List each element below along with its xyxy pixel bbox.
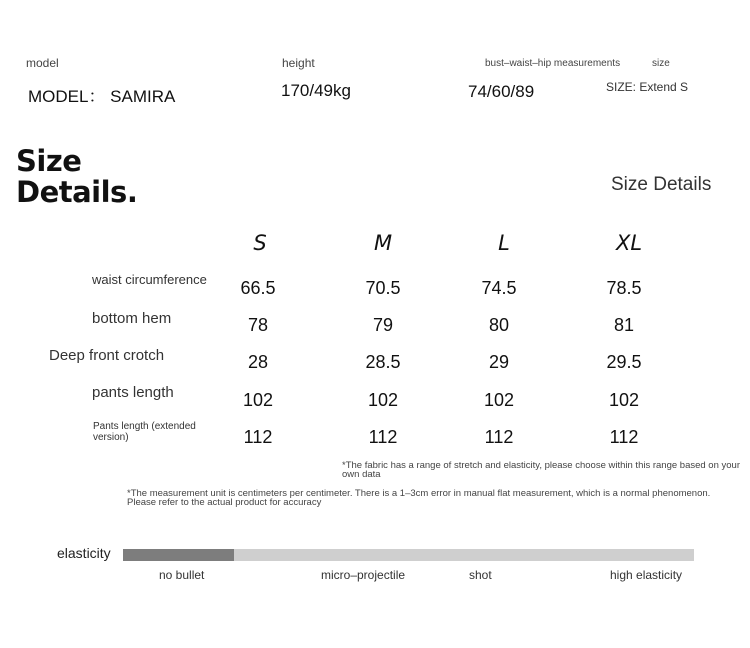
height-label: height: [282, 56, 315, 70]
table-cell: 29.5: [606, 352, 642, 372]
measurements-label: bust–waist–hip measurements: [485, 58, 621, 69]
table-cell: 112: [368, 427, 398, 447]
column-header-m: M: [373, 231, 393, 255]
elasticity-bar-track: [123, 549, 694, 561]
model-name-value: MODEL： SAMIRA: [28, 87, 176, 106]
row-label-front-crotch: Deep front crotch: [49, 347, 165, 364]
elasticity-scale-high: high elasticity: [610, 568, 683, 582]
table-cell: 102: [608, 390, 640, 410]
table-cell: 102: [242, 390, 274, 410]
measurements-value: 74/60/89: [468, 82, 535, 101]
elasticity-label: elasticity: [57, 545, 111, 561]
row-label-pants-length-extended: Pants length (extended version): [93, 421, 196, 443]
table-cell: 28: [247, 352, 269, 372]
elasticity-scale-shot: shot: [469, 568, 492, 582]
column-header-s: S: [253, 231, 267, 255]
size-label: size: [652, 58, 670, 69]
row-label-waist: waist circumference: [92, 272, 207, 287]
table-cell: 112: [484, 427, 514, 447]
table-cell: 112: [609, 427, 639, 447]
table-cell: 78: [247, 315, 269, 335]
table-cell: 74.5: [481, 278, 517, 298]
column-header-xl: XL: [615, 231, 643, 255]
column-header-l: L: [498, 231, 510, 255]
row-label-bottom-hem: bottom hem: [92, 310, 172, 327]
elasticity-bar-fill: [123, 549, 234, 561]
model-label: model: [26, 56, 59, 70]
elasticity-scale-no-bullet: no bullet: [159, 568, 205, 582]
fabric-note: *The fabric has a range of stretch and elasticity, please choose within this range based on your own data: [342, 460, 740, 480]
row-label-pants-length: pants length: [92, 384, 174, 401]
table-cell: 79: [372, 315, 394, 335]
size-details-heading: Size Details: [611, 174, 712, 195]
measurement-note: *The measurement unit is centimeters per centimeter. There is a 1–3cm error in manual flat measurement, which is a normal phenomenon. Please refer to the actual product for accuracy: [127, 488, 711, 508]
table-cell: 28.5: [365, 352, 401, 372]
table-cell: 29: [488, 352, 510, 372]
table-cell: 66.5: [240, 278, 276, 298]
page-title-line2: Details.: [16, 175, 138, 209]
table-cell: 102: [367, 390, 399, 410]
table-cell: 112: [243, 427, 273, 447]
table-cell: 70.5: [365, 278, 401, 298]
page-title-line1: Size: [16, 144, 82, 178]
table-cell: 78.5: [606, 278, 642, 298]
size-value: SIZE: Extend S: [606, 80, 689, 94]
table-cell: 80: [488, 315, 510, 335]
height-value: 170/49kg: [281, 81, 351, 100]
elasticity-scale-micro: micro–projectile: [321, 568, 406, 582]
table-cell: 102: [483, 390, 515, 410]
table-cell: 81: [613, 315, 635, 335]
